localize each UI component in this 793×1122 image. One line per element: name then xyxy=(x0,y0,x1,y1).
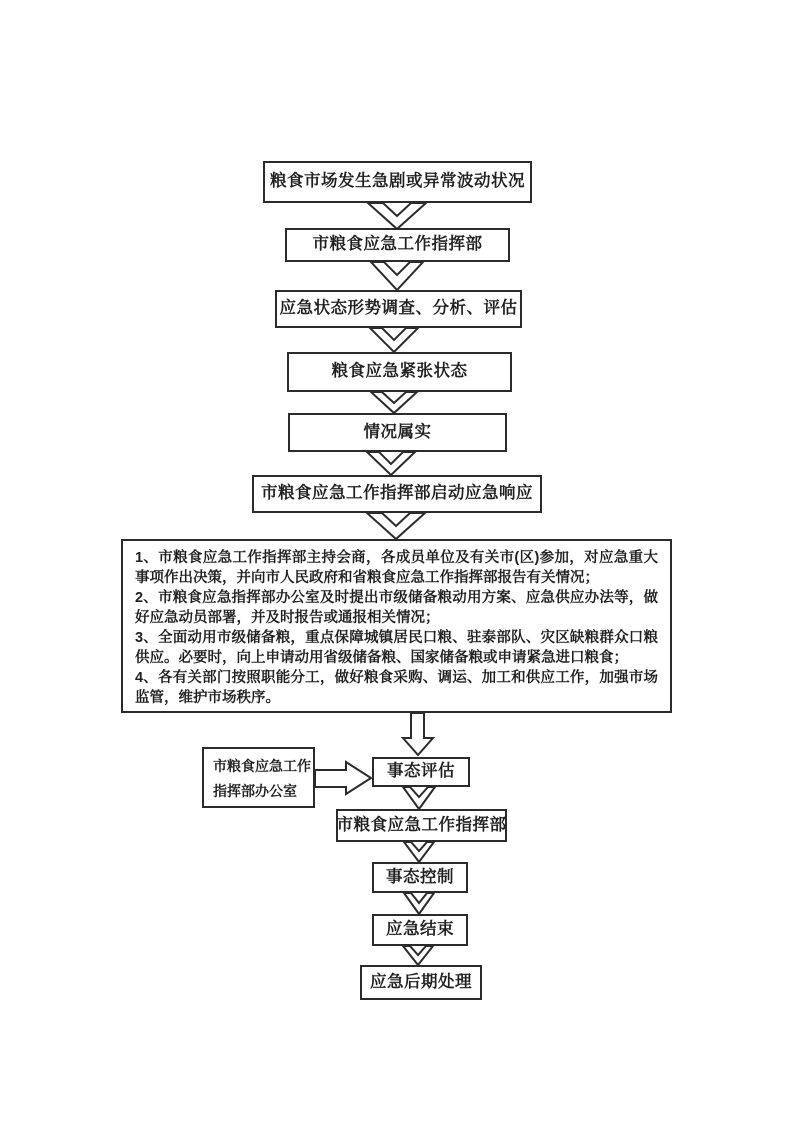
flow-node-office: 市粮食应急工作指挥部办公室 xyxy=(202,747,315,808)
flow-chevron-down-arrow-icon xyxy=(403,946,433,965)
measure-item-3: 3、全面动用市级储备粮，重点保障城镇居民口粮、驻泰部队、灾区缺粮群众口粮供应。必要时，向上申请动用省级储备粮、国家储备粮或申请紧急进口粮食； xyxy=(135,630,658,666)
flow-chevron-down-arrow-icon xyxy=(371,262,423,290)
flow-node-control: 事态控制 xyxy=(372,862,468,893)
flow-node-activate-response: 市粮食应急工作指挥部启动应急响应 xyxy=(252,475,542,513)
flow-chevron-down-arrow-icon xyxy=(368,203,426,229)
flow-node-assessment: 事态评估 xyxy=(372,757,470,787)
flow-chevron-down-arrow-icon xyxy=(367,513,425,539)
flow-node-headquarters: 市粮食应急工作指挥部 xyxy=(285,228,510,262)
flow-node-investigation: 应急状态形势调查、分析、评估 xyxy=(275,290,522,328)
flow-chevron-down-arrow-icon xyxy=(371,392,417,413)
flow-node-start: 粮食市场发生急剧或异常波动状况 xyxy=(263,161,532,203)
measure-item-1: 1、市粮食应急工作指挥部主持会商，各成员单位及有关市(区)参加，对应急重大事项作出决策，并向市人民政府和省粮食应急工作指挥部报告有关情况； xyxy=(135,550,658,586)
flow-chevron-down-arrow-icon xyxy=(404,893,434,914)
flow-chevron-down-arrow-icon xyxy=(403,787,435,809)
flow-right-arrow-icon xyxy=(315,762,371,794)
flow-node-tension-state: 粮食应急紧张状态 xyxy=(287,352,512,392)
flow-node-emergency-end: 应急结束 xyxy=(372,914,468,946)
flow-node-headquarters-2: 市粮食应急工作指挥部 xyxy=(336,809,507,842)
flow-chevron-down-arrow-icon xyxy=(370,328,418,352)
flow-chevron-down-arrow-icon xyxy=(367,452,415,475)
flow-shaft-down-arrow-icon xyxy=(403,713,433,755)
measure-item-2: 2、市粮食应急指挥部办公室及时提出市级储备粮动用方案、应急供应办法等，做好应急动员部署，并及时报告或通报相关情况； xyxy=(135,590,658,626)
flow-node-situation-confirmed: 情况属实 xyxy=(288,413,507,452)
flow-chevron-down-arrow-icon xyxy=(404,842,434,862)
flow-node-post-processing: 应急后期处理 xyxy=(360,965,482,1000)
measure-item-4: 4、各有关部门按照职能分工，做好粮食采购、调运、加工和供应工作，加强市场监管，维护市场秩序。 xyxy=(135,670,658,706)
flow-node-measures-list xyxy=(121,539,672,713)
